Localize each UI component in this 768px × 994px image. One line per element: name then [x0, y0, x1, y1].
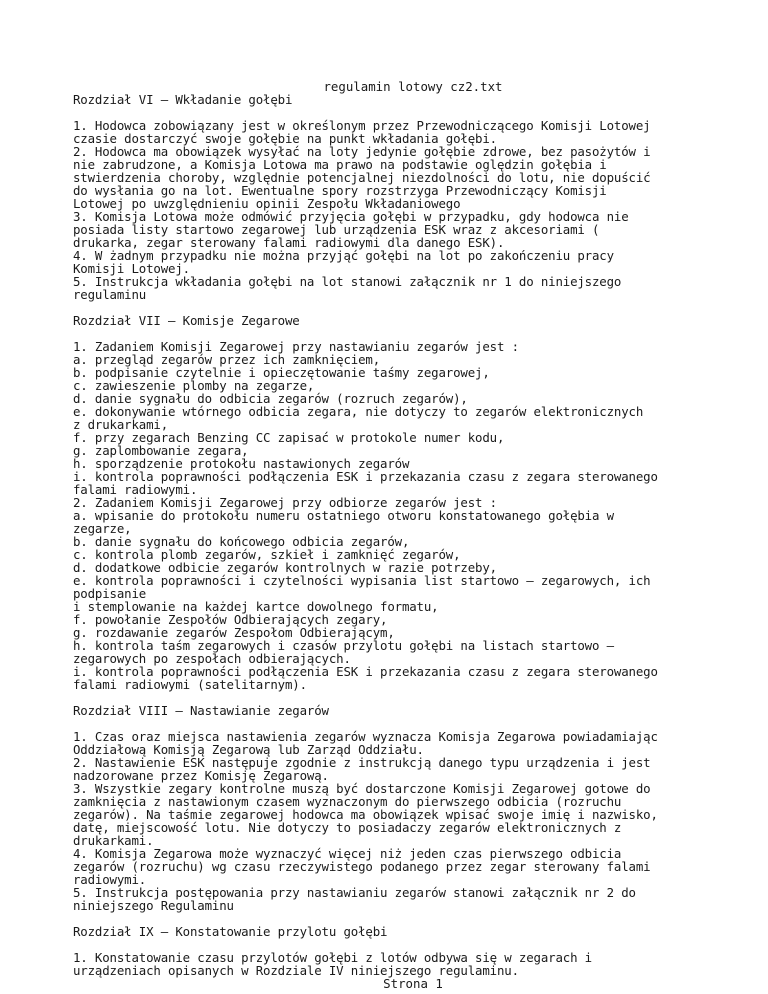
text-line: zegarów (rozruchu) wg czasu rzeczywistego podanego przez zegar sterowany falami [73, 859, 651, 874]
text-line: regulaminu [73, 287, 147, 302]
text-line: f. powołanie Zespołów Odbierających zegary, [73, 612, 388, 627]
document-body [73, 93, 753, 977]
text-line: zegarowych po zespołach odbierających. [73, 651, 351, 666]
text-line: podpisanie [73, 586, 147, 601]
chapter-heading: Rozdział VIII – Nastawianie zegarów [73, 703, 329, 718]
text-line: datę, miejscowość lotu. Nie dotyczy to posiadaczy zegarów elektronicznych z [73, 820, 622, 835]
text-line: e. kontrola poprawności i czytelności wypisania list startowo – zegarowych, ich [73, 573, 651, 588]
text-line: posiada listy startowo zegarowej lub urządzenia ESK wraz z akcesoriami ( [73, 222, 600, 237]
text-line: radiowymi. [73, 872, 147, 887]
text-line: d. danie sygnału do odbicia zegarów (rozruch zegarów), [73, 391, 468, 406]
text-line: 4. W żadnym przypadku nie można przyjąć gołębi na lot po zakończeniu pracy [73, 248, 614, 263]
text-line: nadzorowane przez Komisję Zegarową. [73, 768, 329, 783]
text-line: 5. Instrukcja wkładania gołębi na lot stanowi załącznik nr 1 do niniejszego [73, 274, 622, 289]
text-line: 2. Hodowca ma obowiązek wysyłać na loty jedynie gołębie zdrowe, bez pasożytów i [73, 144, 651, 159]
text-line: 1. Zadaniem Komisji Zegarowej przy nastawianiu zegarów jest : [73, 339, 519, 354]
text-line: niniejszego Regulaminu [73, 898, 234, 913]
text-line: do wysłania go na lot. Ewentualne spory rozstrzyga Przewodniczący Komisji [73, 183, 607, 198]
text-line: czasie dostarczyć swoje gołębie na punkt wkładania gołębi. [73, 131, 497, 146]
text-line: a. przegląd zegarów przez ich zamknięciem, [73, 352, 381, 367]
text-line: 1. Konstatowanie czasu przylotów gołębi z lotów odbywa się w zegarach i [73, 950, 592, 965]
text-line: 3. Komisja Lotowa może odmówić przyjęcia gołębi w przypadku, gdy hodowca nie [73, 209, 629, 224]
text-line: c. zawieszenie plomby na zegarze, [73, 378, 315, 393]
text-line: a. wpisanie do protokołu numeru ostatniego otworu konstatowanego gołębia w [73, 508, 614, 523]
text-line: drukarkami. [73, 833, 154, 848]
text-line: h. sporządzenie protokołu nastawionych zegarów [73, 456, 410, 471]
text-line: e. dokonywanie wtórnego odbicia zegara, nie dotyczy to zegarów elektronicznych [73, 404, 644, 419]
text-line: i. kontrola poprawności podłączenia ESK i przekazania czasu z zegara sterowanego [73, 664, 658, 679]
text-line: 4. Komisja Zegarowa może wyznaczyć więcej niż jeden czas pierwszego odbicia [73, 846, 622, 861]
text-line: f. przy zegarach Benzing CC zapisać w protokole numer kodu, [73, 430, 505, 445]
text-line: zamknięcia z nastawionym czasem wyznaczonym do pierwszego odbicia (rozruchu [73, 794, 622, 809]
text-line: 3. Wszystkie zegary kontrolne muszą być dostarczone Komisji Zegarowej gotowe do [73, 781, 651, 796]
text-line: zegarze, [73, 521, 132, 536]
text-line: 2. Nastawienie ESK następuje zgodnie z instrukcją danego typu urządzenia i jest [73, 755, 651, 770]
text-line: Oddziałową Komisją Zegarową lub Zarząd Oddziału. [73, 742, 424, 757]
text-line: g. zaplombowanie zegara, [73, 443, 249, 458]
chapter-heading: Rozdział VII – Komisje Zegarowe [73, 313, 300, 328]
text-line: 5. Instrukcja postępowania przy nastawianiu zegarów stanowi załącznik nr 2 do [73, 885, 636, 900]
text-line: i. kontrola poprawności podłączenia ESK i przekazania czasu z zegara sterowanego [73, 469, 658, 484]
text-line: 1. Czas oraz miejsca nastawienia zegarów wyznacza Komisja Zegarowa powiadamiając [73, 729, 658, 744]
text-line: z drukarkami, [73, 417, 169, 432]
chapter-heading: Rozdział VI – Wkładanie gołębi [73, 92, 293, 107]
chapter-heading: Rozdział IX – Konstatowanie przylotu gołębi [73, 924, 388, 939]
text-line: b. danie sygnału do końcowego odbicia zegarów, [73, 534, 410, 549]
text-line: i stemplowanie na każdej kartce dowolnego formatu, [73, 599, 439, 614]
text-line: 2. Zadaniem Komisji Zegarowej przy odbiorze zegarów jest : [73, 495, 497, 510]
text-line: drukarka, zegar sterowany falami radiowymi dla danego ESK). [73, 235, 505, 250]
text-line: d. dodatkowe odbicie zegarów kontrolnych w razie potrzeby, [73, 560, 497, 575]
page-footer: Strona 1 [383, 976, 443, 991]
text-line: falami radiowymi. [73, 482, 198, 497]
text-line: falami radiowymi (satelitarnym). [73, 677, 307, 692]
text-line: g. rozdawanie zegarów Zespołom Odbierającym, [73, 625, 395, 640]
text-line: zegarów). Na taśmie zegarowej hodowca ma obowiązek wpisać swoje imię i nazwisko, [73, 807, 658, 822]
text-line: Komisji Lotowej. [73, 261, 190, 276]
text-line: 1. Hodowca zobowiązany jest w określonym przez Przewodniczącego Komisji Lotowej [73, 118, 651, 133]
document-title: regulamin lotowy cz2.txt [323, 79, 503, 94]
text-line: c. kontrola plomb zegarów, szkieł i zamknięć zegarów, [73, 547, 461, 562]
text-line: Lotowej po uwzględnieniu opinii Zespołu Wkładaniowego [73, 196, 461, 211]
text-line: urządzeniach opisanych w Rozdziale IV niniejszego regulaminu. [73, 963, 519, 978]
text-line: stwierdzenia choroby, względnie potencjalnej niezdolności do lotu, nie dopuścić [73, 170, 651, 185]
text-line: h. kontrola taśm zegarowych i czasów przylotu gołębi na listach startowo – [73, 638, 614, 653]
text-line: nie zabrudzone, a Komisja Lotowa ma prawo na podstawie oględzin gołębia i [73, 157, 607, 172]
text-line: b. podpisanie czytelnie i opieczętowanie taśmy zegarowej, [73, 365, 490, 380]
text-document [73, 80, 753, 990]
